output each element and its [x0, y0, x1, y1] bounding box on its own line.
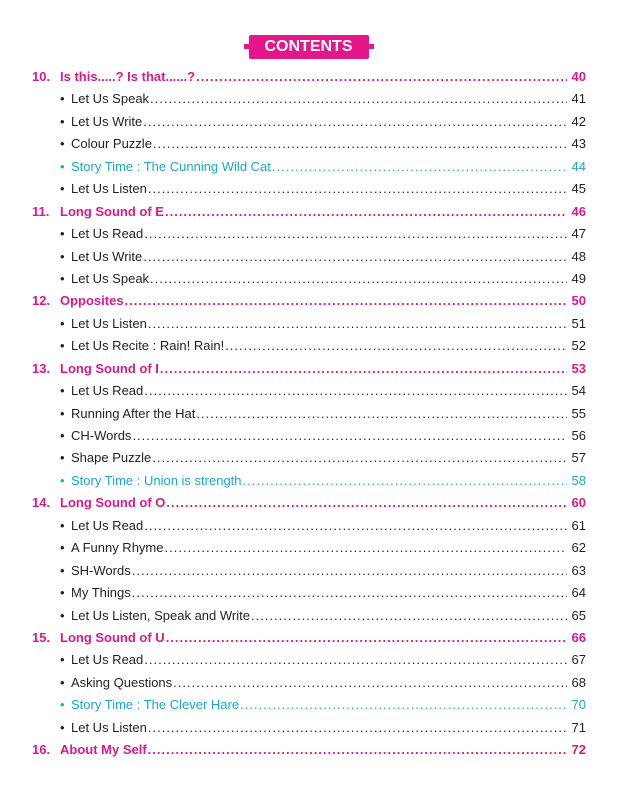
bullet-icon: •: [60, 158, 65, 174]
contents-title-badge: [249, 35, 369, 59]
chapter-number: 10.: [32, 69, 51, 84]
page-number: 58: [571, 472, 586, 488]
bullet-icon: •: [60, 450, 65, 466]
entry-label: Story Time : The Cunning Wild Cat: [71, 158, 271, 174]
page-number: 66: [571, 629, 586, 645]
toc-item-row[interactable]: [32, 717, 586, 739]
entry-label: Let Us Speak: [71, 270, 150, 286]
bullet-icon: •: [60, 472, 65, 488]
toc-chapter-row[interactable]: [32, 627, 586, 649]
bullet-icon: •: [60, 91, 65, 107]
toc-chapter-row[interactable]: [32, 492, 586, 514]
entry-label: Let Us Read: [71, 517, 144, 533]
entry-label: Let Us Read: [71, 383, 144, 399]
entry-label: Colour Puzzle: [71, 136, 152, 152]
toc-item-row[interactable]: [32, 313, 586, 335]
bullet-icon: •: [60, 562, 65, 578]
dot-leader: [251, 605, 567, 627]
bullet-icon: •: [60, 113, 65, 129]
page-number: 46: [571, 203, 586, 219]
toc-item-row[interactable]: [32, 560, 586, 582]
bullet-icon: •: [60, 270, 65, 286]
chapter-number: 14.: [32, 495, 51, 511]
dot-leader: [165, 537, 568, 559]
page-number: 61: [571, 517, 586, 533]
page-number: 62: [571, 540, 586, 556]
page-number: 55: [571, 405, 586, 421]
bullet-icon: •: [60, 607, 65, 623]
entry-label: Let Us Listen, Speak and Write: [71, 607, 250, 623]
page-number: 51: [571, 315, 586, 331]
toc-item-row[interactable]: [32, 537, 586, 559]
toc-chapter-row[interactable]: [32, 358, 586, 380]
badge-notch-right: [369, 44, 374, 49]
dot-leader: [132, 582, 567, 604]
bullet-icon: •: [60, 719, 65, 735]
entry-label: About My Self: [60, 742, 147, 758]
dot-leader: [243, 470, 567, 492]
dot-leader: [144, 380, 567, 402]
bullet-icon: •: [60, 315, 65, 331]
chapter-number: 13.: [32, 360, 51, 376]
entry-label: Let Us Write: [71, 113, 143, 129]
entry-label: Long Sound of E: [60, 203, 164, 219]
toc-chapter-row[interactable]: [32, 290, 586, 312]
entry-label: Opposites: [60, 293, 124, 309]
entry-label: SH-Words: [71, 562, 131, 578]
bullet-icon: •: [60, 136, 65, 152]
entry-label: Let Us Listen: [71, 719, 147, 735]
page-number: 57: [571, 450, 586, 466]
bullet-icon: •: [60, 383, 65, 399]
page-number: 67: [571, 652, 586, 668]
toc-item-row[interactable]: [32, 447, 586, 469]
bullet-icon: •: [60, 697, 65, 713]
page-number: 54: [571, 383, 586, 399]
toc-chapter-row[interactable]: [32, 201, 586, 223]
page-number: 53: [571, 360, 586, 376]
page-number: 60: [571, 495, 586, 511]
toc-item-row[interactable]: [32, 605, 586, 627]
page-number: 44: [571, 158, 586, 174]
toc-item-row[interactable]: [32, 380, 586, 402]
bullet-icon: •: [60, 428, 65, 443]
toc-item-row[interactable]: [32, 335, 586, 357]
entry-label: Let Us Write: [71, 248, 143, 264]
page-number: 40: [571, 69, 586, 84]
table-of-contents: [32, 66, 586, 762]
toc-item-row[interactable]: [32, 246, 586, 268]
entry-label: Story Time : The Clever Hare: [71, 697, 240, 713]
entry-label: A Funny Rhyme: [71, 540, 164, 556]
bullet-icon: •: [60, 674, 65, 690]
dot-leader: [143, 246, 567, 268]
page-number: 68: [571, 674, 586, 690]
entry-label: Shape Puzzle: [71, 450, 152, 466]
toc-item-row[interactable]: [32, 178, 586, 200]
entry-label: My Things: [71, 585, 131, 601]
bullet-icon: •: [60, 540, 65, 556]
entry-label: Long Sound of O: [60, 495, 166, 511]
bullet-icon: •: [60, 585, 65, 601]
dot-leader: [240, 694, 567, 716]
dot-leader: [132, 560, 567, 582]
page-title: CONTENTS: [264, 38, 353, 55]
dot-leader: [148, 313, 567, 335]
dot-leader: [272, 156, 567, 178]
dot-leader: [125, 290, 567, 312]
toc-item-row[interactable]: [32, 649, 586, 671]
page-number: 42: [571, 113, 586, 129]
bullet-icon: •: [60, 405, 65, 421]
entry-label: CH-Words: [71, 428, 132, 443]
toc-item-row[interactable]: [32, 403, 586, 425]
entry-label: Let Us Read: [71, 226, 144, 242]
chapter-number: 11.: [32, 203, 50, 219]
entry-label: Let Us Speak: [71, 91, 150, 107]
dot-leader: [165, 201, 567, 223]
entry-label: Let Us Read: [71, 652, 144, 668]
toc-item-row[interactable]: [32, 111, 586, 133]
dot-leader: [150, 88, 567, 110]
dot-leader: [148, 739, 567, 761]
toc-item-row[interactable]: [32, 582, 586, 604]
bullet-icon: •: [60, 517, 65, 533]
dot-leader: [152, 447, 567, 469]
dot-leader: [144, 649, 567, 671]
dot-leader: [132, 425, 567, 447]
entry-label: Running After the Hat: [71, 405, 196, 421]
dot-leader: [160, 358, 567, 380]
bullet-icon: •: [60, 181, 65, 197]
page-number: 49: [571, 270, 586, 286]
page-number: 43: [571, 136, 586, 152]
entry-label: Let Us Listen: [71, 181, 147, 197]
toc-item-row[interactable]: [32, 425, 586, 447]
title-wrap: [0, 35, 617, 59]
toc-item-row[interactable]: [32, 515, 586, 537]
dot-leader: [196, 403, 567, 425]
page-number: 65: [571, 607, 586, 623]
toc-story-row[interactable]: [32, 470, 586, 492]
dot-leader: [196, 66, 567, 88]
toc-story-row[interactable]: [32, 156, 586, 178]
page-number: 63: [571, 562, 586, 578]
dot-leader: [148, 178, 567, 200]
page-number: 45: [571, 181, 586, 197]
entry-label: Long Sound of I: [60, 360, 159, 376]
chapter-number: 12.: [32, 293, 51, 309]
page-number: 56: [571, 428, 586, 443]
dot-leader: [144, 515, 567, 537]
badge-notch-left: [244, 44, 249, 49]
toc-story-row[interactable]: [32, 694, 586, 716]
page-number: 50: [571, 293, 586, 309]
dot-leader: [143, 111, 567, 133]
bullet-icon: •: [60, 338, 65, 354]
entry-label: Long Sound of U: [60, 629, 165, 645]
toc-item-row[interactable]: [32, 268, 586, 290]
page-number: 41: [571, 91, 586, 107]
toc-chapter-row[interactable]: [32, 66, 586, 88]
dot-leader: [225, 335, 567, 357]
dot-leader: [144, 223, 567, 245]
entry-label: Is this.....? Is that......?: [60, 69, 196, 84]
bullet-icon: •: [60, 226, 65, 242]
dot-leader: [153, 133, 567, 155]
dot-leader: [166, 492, 567, 514]
page-number: 48: [571, 248, 586, 264]
chapter-number: 15.: [32, 629, 51, 645]
chapter-number: 16.: [32, 742, 51, 758]
bullet-icon: •: [60, 652, 65, 668]
dot-leader: [166, 627, 567, 649]
toc-item-row[interactable]: [32, 88, 586, 110]
dot-leader: [173, 672, 567, 694]
dot-leader: [150, 268, 567, 290]
toc-chapter-row[interactable]: [32, 739, 586, 761]
page-number: 72: [571, 742, 586, 758]
toc-item-row[interactable]: [32, 223, 586, 245]
page-number: 70: [571, 697, 586, 713]
entry-label: Asking Questions: [71, 674, 173, 690]
dot-leader: [148, 717, 567, 739]
page-number: 47: [571, 226, 586, 242]
page-number: 64: [571, 585, 586, 601]
bullet-icon: •: [60, 248, 65, 264]
entry-label: Let Us Recite : Rain! Rain!: [71, 338, 225, 354]
page-number: 71: [571, 719, 586, 735]
entry-label: Story Time : Union is strength: [71, 472, 242, 488]
toc-item-row[interactable]: [32, 672, 586, 694]
entry-label: Let Us Listen: [71, 315, 147, 331]
toc-item-row[interactable]: [32, 133, 586, 155]
page-number: 52: [571, 338, 586, 354]
